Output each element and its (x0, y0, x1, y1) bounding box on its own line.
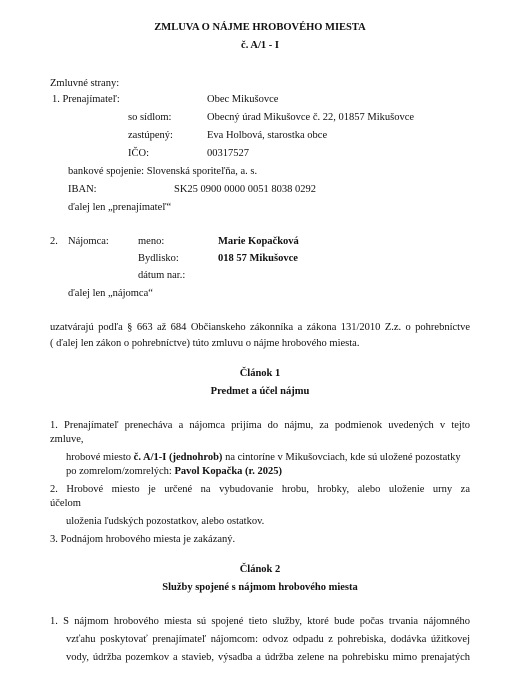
article-2-heading: Článok 2 (239, 564, 281, 575)
landlord-name: Obec Mikušovce (207, 94, 279, 105)
article-2-item-1-line-1: 1. S nájmom hrobového miesta sú spojené tieto služby, ktoré bude počas trvania nájomného (50, 616, 470, 627)
article-1-item-2-line-2: účelom (50, 498, 81, 509)
tenant-dob-label: dátum nar.: (138, 270, 186, 281)
article-1-item-1-line-1: 1. Prenajímateľ prenecháva a nájomca prijíma do nájmu, za podmienok uvedených v tejto (50, 420, 470, 431)
parties-intro: Zmluvné strany: (50, 78, 120, 89)
grave-text-c: na cintoríne v Mikušovciach, kde sú uložené pozostatky (222, 452, 461, 463)
preamble-line-2: ( ďalej len zákon o pohrebníctve) túto zmluvu o nájme hrobového miesta. (50, 338, 360, 349)
deceased-label: po zomrelom/zomrelých: (66, 466, 175, 477)
contract-number: č. A/1 - I (241, 40, 279, 51)
tenant-address-label: Bydlisko: (138, 253, 179, 264)
tenant-label: Nájomca: (68, 236, 109, 247)
article-2-item-1-line-3: vody, údržba pozemkov a stavieb, výsadba a údržba zelene na pohrebisku mimo prenajatých (66, 652, 470, 663)
bank-connection: bankové spojenie: Slovenská sporiteľňa, a. s. (68, 166, 258, 177)
deceased-name: Pavol Kopačka (r. 2025) (174, 466, 282, 477)
tenant-alias: ďalej len „nájomca“ (68, 288, 153, 299)
grave-number: č. A/1-I (jednohrob) (133, 452, 223, 463)
article-1-subheading: Predmet a účel nájmu (210, 386, 310, 397)
article-2-subheading: Služby spojené s nájmom hrobového miesta (162, 582, 358, 593)
representative-label: zastúpený: (128, 130, 173, 141)
grave-text-a: hrobové miesto (66, 452, 134, 463)
seat-label: so sídlom: (128, 112, 172, 123)
iban-value: SK25 0900 0000 0051 8038 0292 (174, 184, 317, 195)
article-1-item-2-line-1: 2. Hrobové miesto je určené na vybudovanie hrobu, hrobky, alebo uloženie urny za (50, 484, 470, 495)
article-1-item-2-line-3: uloženia ľudských pozostatkov, alebo ostatkov. (66, 516, 265, 527)
tenant-address: 018 57 Mikušovce (218, 253, 298, 264)
article-1-item-3: 3. Podnájom hrobového miesta je zakázaný. (50, 534, 236, 545)
document-title: ZMLUVA O NÁJME HROBOVÉHO MIESTA (154, 22, 366, 33)
article-1-heading: Článok 1 (239, 368, 281, 379)
tenant-index: 2. (50, 236, 58, 247)
article-1-item-1-line-3 (66, 452, 461, 465)
preamble-line-1: uzatvárajú podľa § 663 až 684 Občianskeho zákonníka a zákona 131/2010 Z.z. o pohrebníctve (50, 322, 470, 333)
article-1-item-1-line-2: zmluve, (50, 434, 84, 445)
landlord-alias: ďalej len „prenajímateľ“ (68, 202, 172, 213)
ico-value: 00317527 (207, 148, 249, 159)
seat-value: Obecný úrad Mikušovce č. 22, 01857 Mikušovce (207, 112, 415, 123)
article-2-item-1-line-2: vzťahu poskytovať prenajímateľ nájomcom: odvoz odpadu z pohrebiska, dodávka úžitkovej (66, 634, 470, 645)
landlord-label: 1. Prenajímateľ: (52, 94, 120, 105)
representative-value: Eva Holbová, starostka obce (207, 130, 328, 141)
ico-label: IČO: (128, 148, 149, 159)
tenant-name-label: meno: (138, 236, 165, 247)
article-1-item-1-line-4 (66, 466, 282, 479)
iban-label: IBAN: (68, 184, 97, 195)
tenant-name: Marie Kopačková (218, 236, 299, 247)
